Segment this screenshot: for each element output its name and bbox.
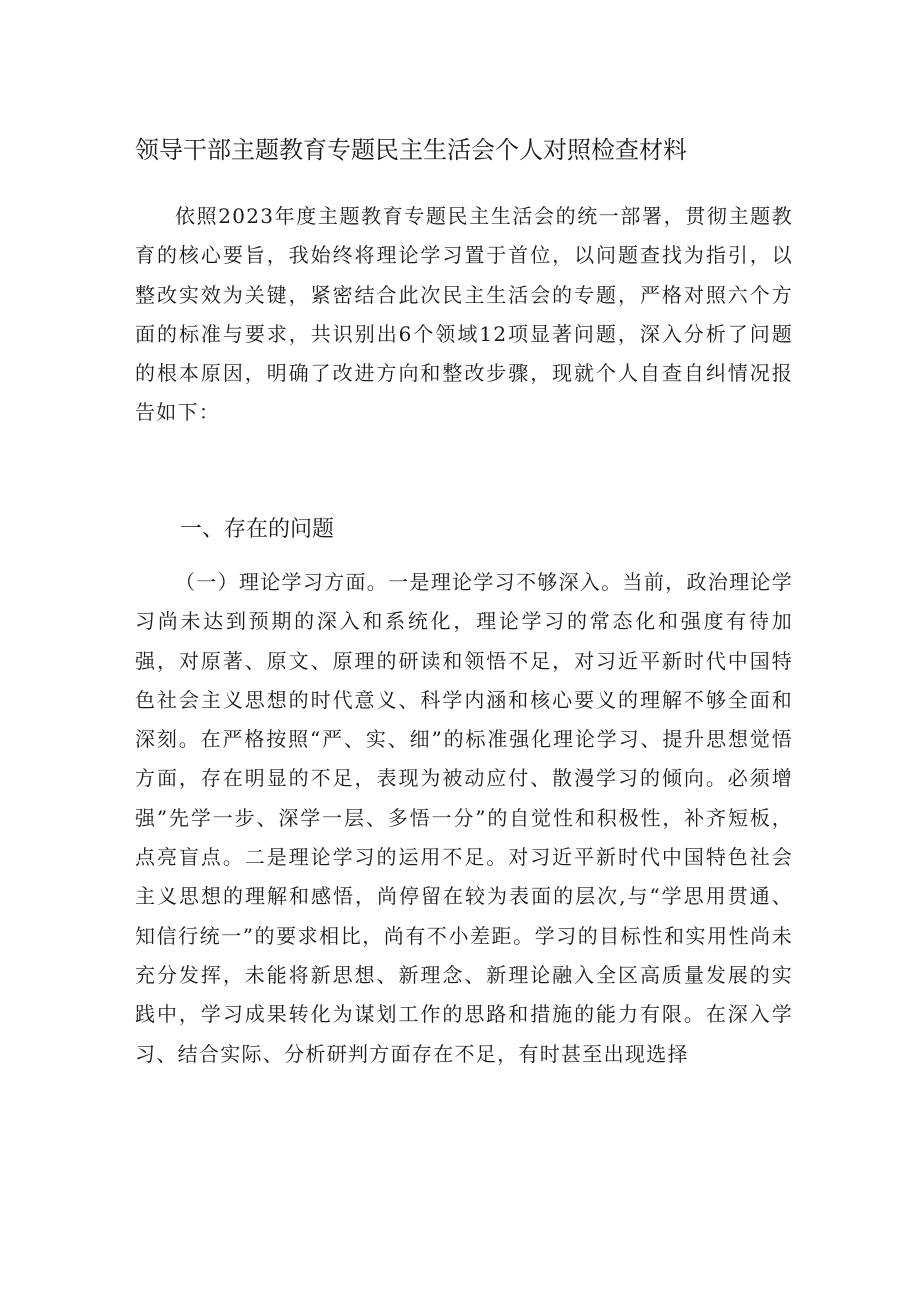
section-heading: 一、存在的问题: [180, 517, 335, 542]
intro-paragraph: 依照2023年度主题教育专题民主生活会的统一部署，贯彻主题教育的核心要旨，我始终将理论学习置于首位，以问题查找为指引，以整改实效为关键，紧密结合此次民主生活会的专题，严格对照六个方面的标准与要求，共识别出6个领域12项显著问题，深入分析了问题的根本原因，明确了改进方向和整改步骤，现就个人自查自纠情况报告如下：: [135, 204, 793, 425]
section-body-paragraph: （一）理论学习方面。一是理论学习不够深入。当前，政治理论学习尚未达到预期的深入和系统化，理论学习的常态化和强度有待加强，对原著、原文、原理的研读和领悟不足，对习近平新时代中国特色社会主义思想的时代意义、科学内涵和核心要义的理解不够全面和深刻。在严格按照“严、实、细”的标准强化理论学习、提升思想觉悟方面，存在明显的不足，表现为被动应付、散漫学习的倾向。必须增强”先学一步、深学一层、多悟一分”的自觉性和积极性，补齐短板，点亮盲点。二是理论学习的运用不足。对习近平新时代中国特色社会主义思想的理解和感悟，尚停留在较为表面的层次,与“学思用贯通、知信行统一”的要求相比，尚有不小差距。学习的目标性和实用性尚未充分发挥，未能将新思想、新理念、新理论融入全区高质量发展的实践中，学习成果转化为谋划工作的思路和措施的能力有限。在深入学习、结合实际、分析研判方面存在不足，有时甚至出现选择: [135, 570, 793, 1066]
document-title: 领导干部主题教育专题民主生活会个人对照检查材料: [135, 136, 687, 164]
